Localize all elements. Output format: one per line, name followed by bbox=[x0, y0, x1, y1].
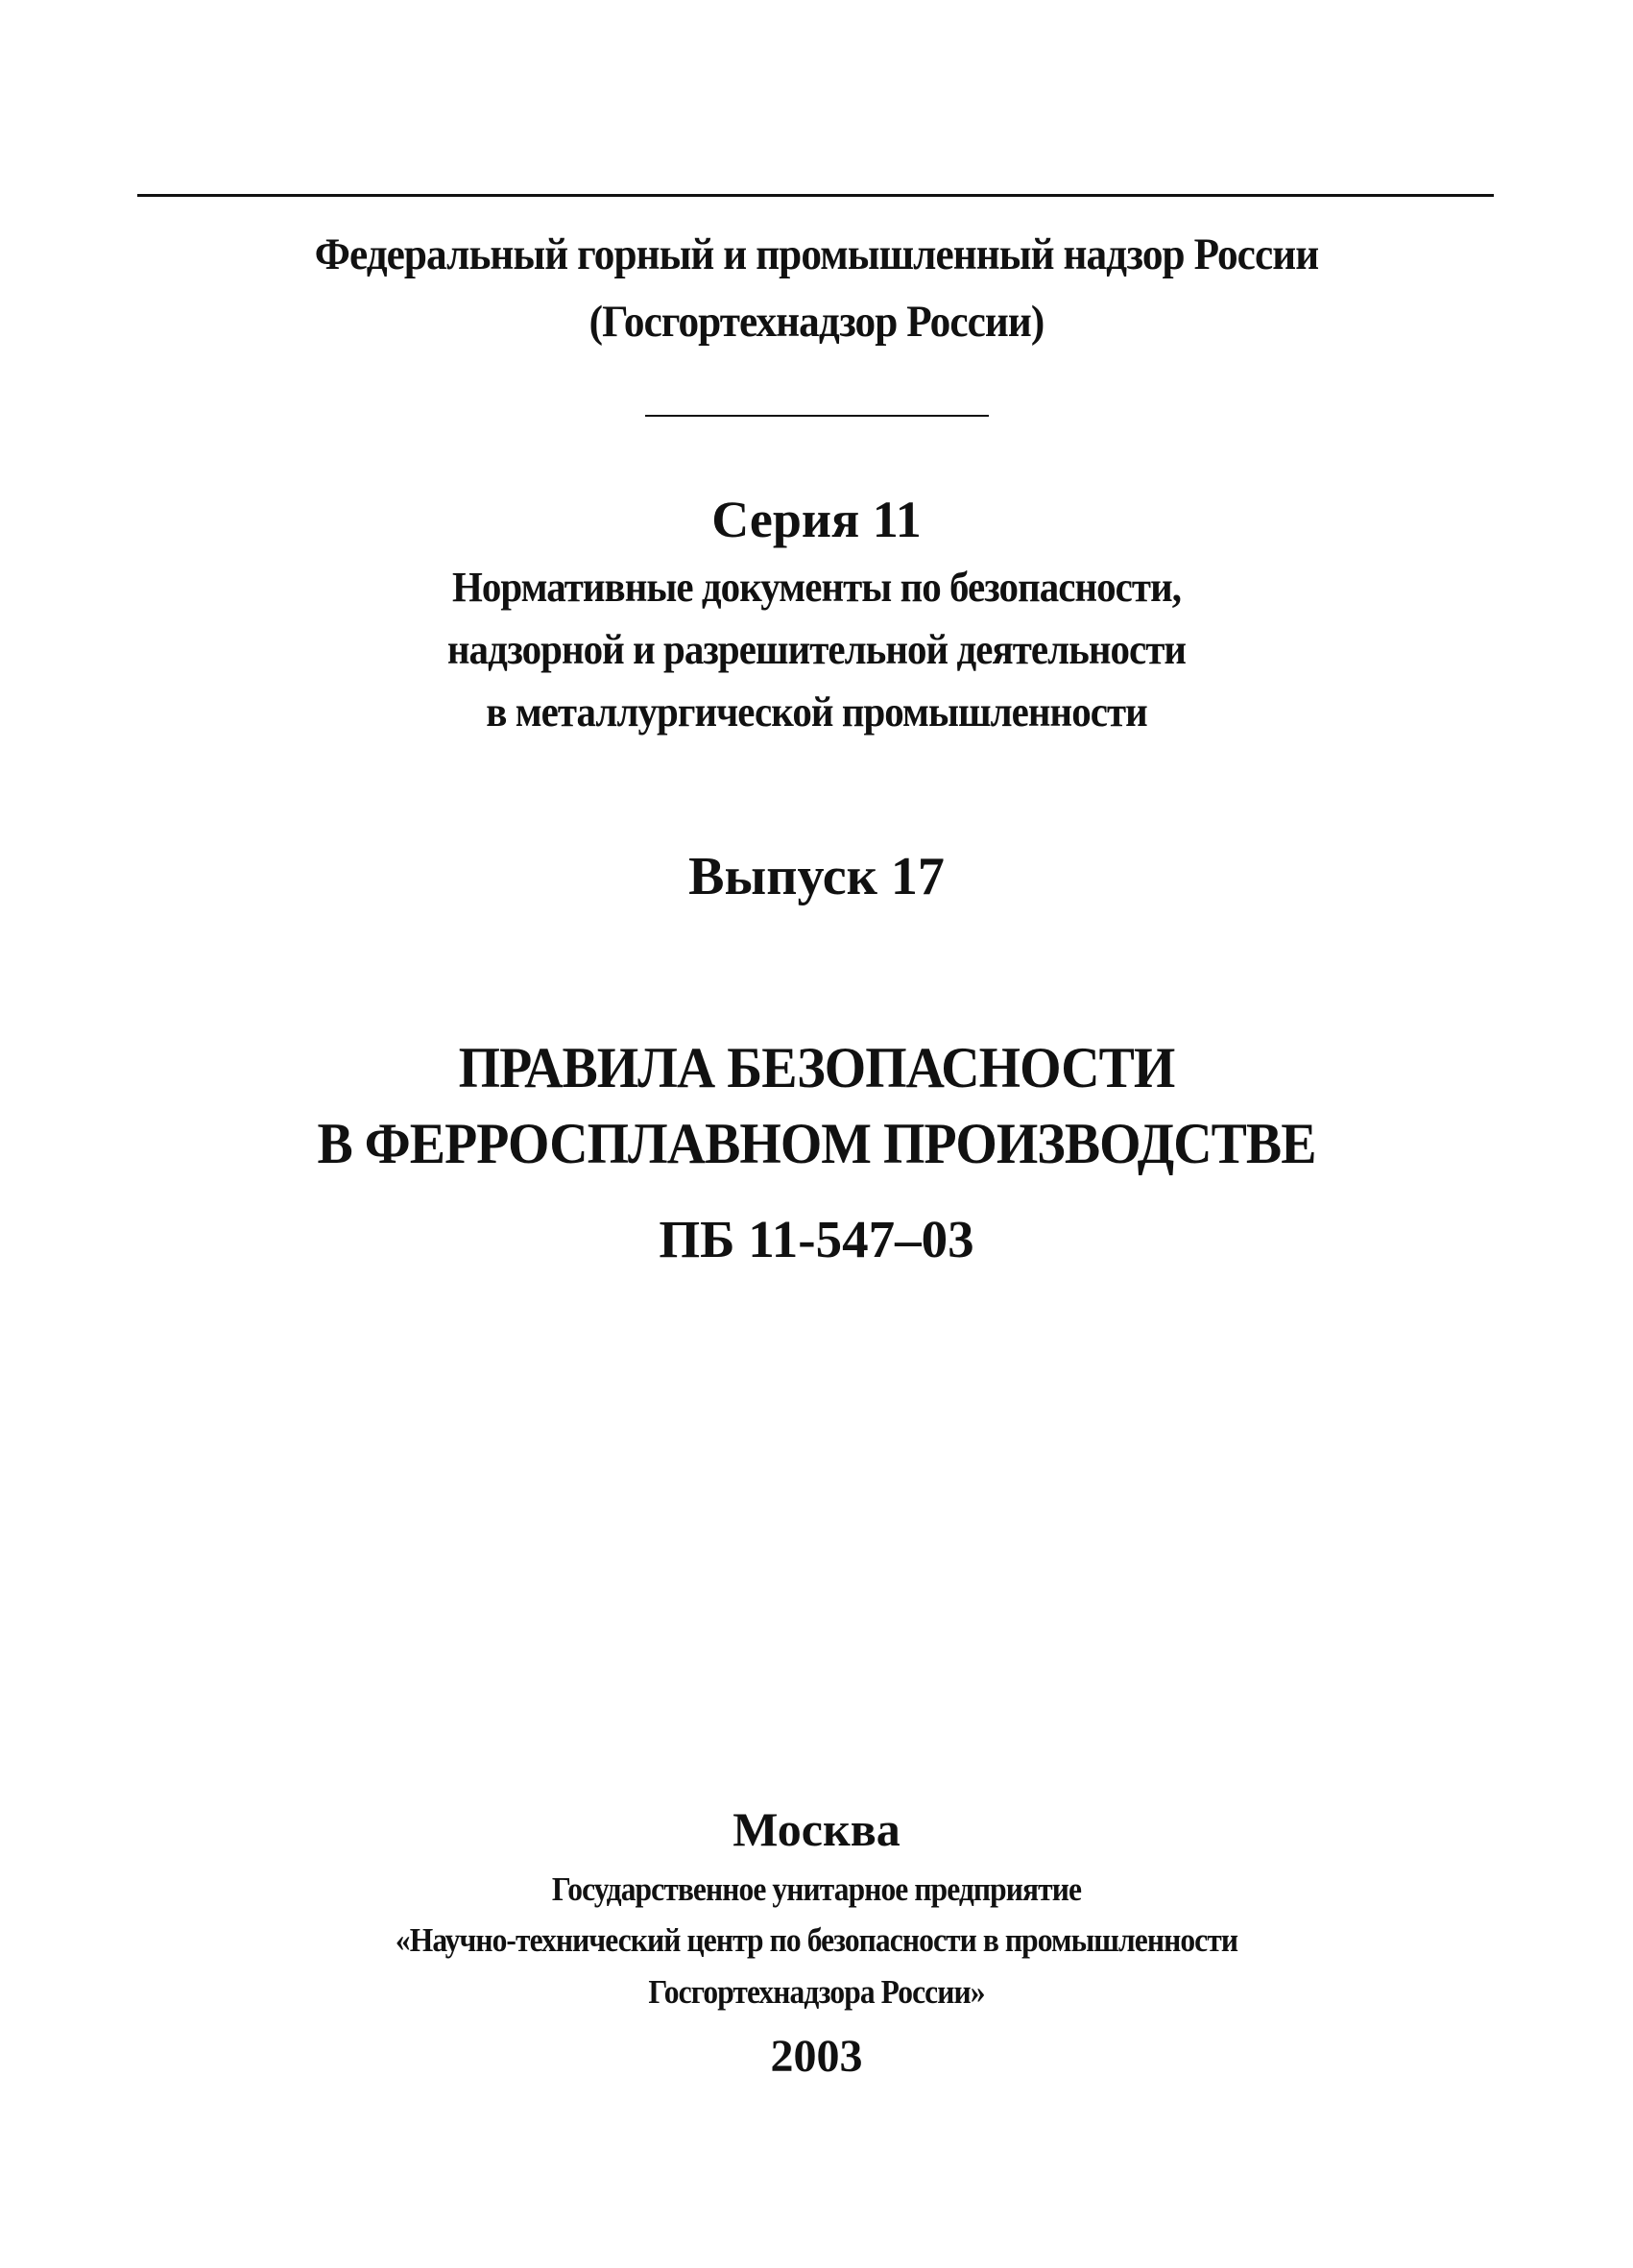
publisher-line: Государственное унитарное предприятие bbox=[551, 1870, 1082, 1908]
series-description-line: в металлургической промышленности bbox=[486, 688, 1147, 736]
agency-name: Федеральный горный и промышленный надзор России bbox=[314, 229, 1319, 279]
section-divider bbox=[645, 415, 989, 417]
document-code: ПБ 11-547–03 bbox=[659, 1210, 974, 1268]
agency-abbreviation: (Госгортехнадзор России) bbox=[588, 297, 1045, 347]
publication-year: 2003 bbox=[770, 2031, 863, 2082]
series-number: Серия 11 bbox=[711, 491, 922, 548]
publisher-line: «Научно-технический центр по безопасности в промышленности bbox=[395, 1921, 1238, 1959]
series-description-line: надзорной и разрешительной деятельности bbox=[446, 626, 1187, 673]
issue-number: Выпуск 17 bbox=[688, 847, 945, 906]
imprint-city: Москва bbox=[732, 1802, 901, 1856]
publisher-line: Госгортехнадзора России» bbox=[648, 1973, 985, 2011]
document-title-line: В ФЕРРОСПЛАВНОМ ПРОИЗВОДСТВЕ bbox=[317, 1112, 1316, 1175]
top-divider bbox=[137, 194, 1494, 197]
series-description-line: Нормативные документы по безопасности, bbox=[451, 564, 1182, 611]
document-title-line: ПРАВИЛА БЕЗОПАСНОСТИ bbox=[458, 1036, 1175, 1099]
